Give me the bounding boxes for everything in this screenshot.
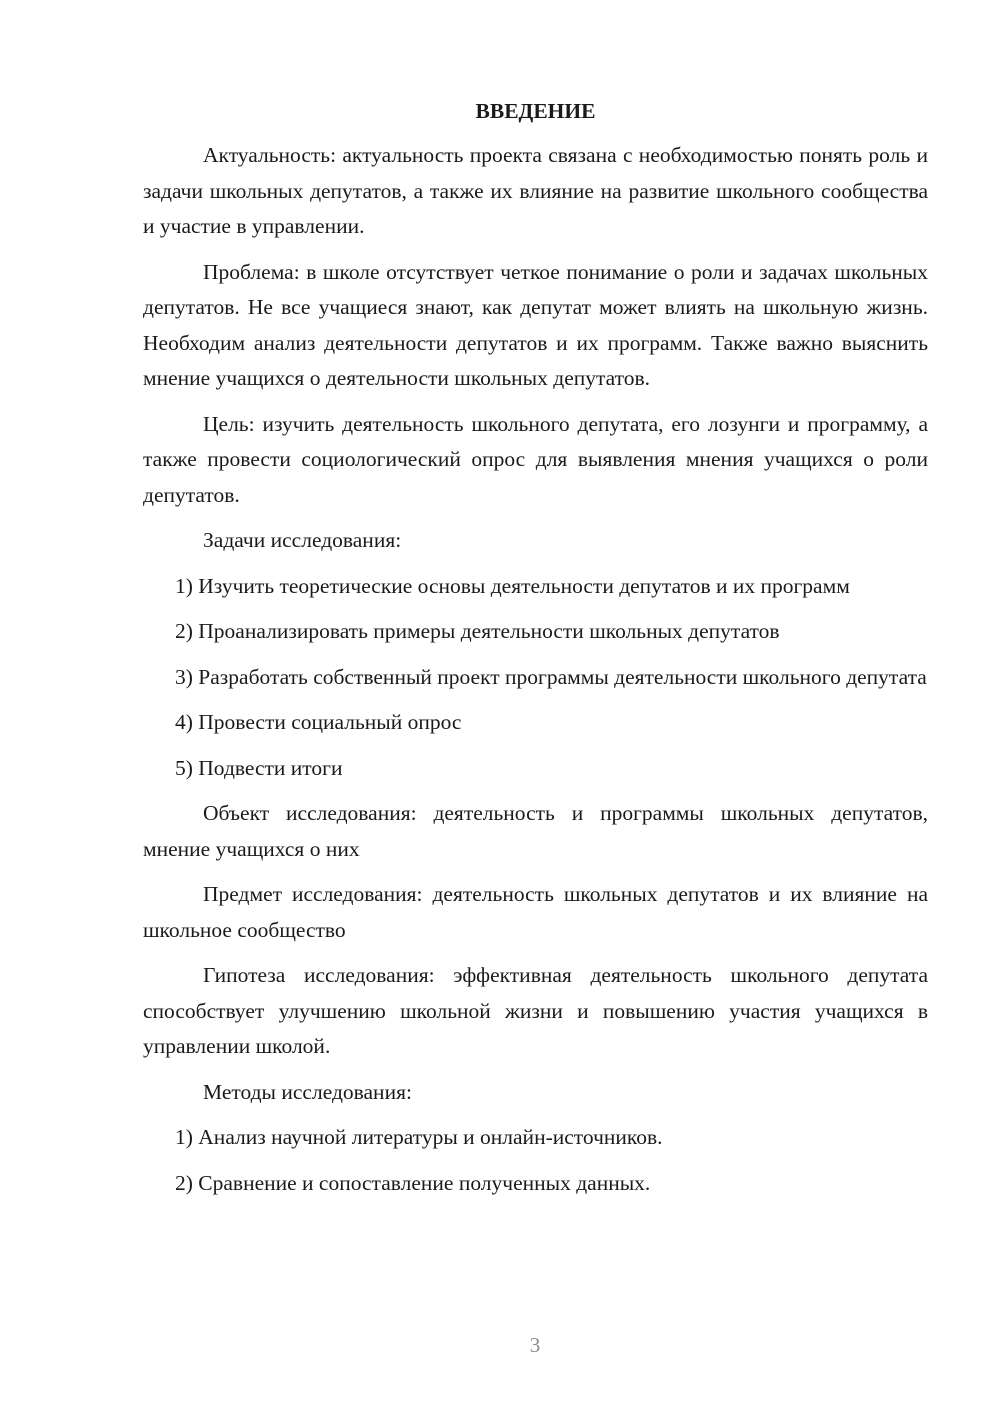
section-heading: ВВЕДЕНИЕ <box>475 99 596 123</box>
subject-paragraph: Предмет исследования: деятельность школьных депутатов и их влияние на школьное сообщество <box>143 882 928 942</box>
method-item: 1) Анализ научной литературы и онлайн-источников. <box>175 1125 663 1149</box>
task-item: 4) Провести социальный опрос <box>175 710 462 734</box>
relevance-paragraph: Актуальность: актуальность проекта связана с необходимостью понять роль и задачи школьных депутатов, а также их влияние на развитие школьного сообщества и участие в управлении. <box>143 143 928 238</box>
goal-paragraph: Цель: изучить деятельность школьного депутата, его лозунги и программу, а также провести социологический опрос для выявления мнения учащихся о роли депутатов. <box>143 411 928 507</box>
task-item: 2) Проанализировать примеры деятельности школьных депутатов <box>175 619 780 643</box>
task-item: 5) Подвести итоги <box>175 755 343 780</box>
tasks-title: Задачи исследования: <box>203 528 402 552</box>
hypothesis-paragraph: Гипотеза исследования: эффективная деятельность школьного депутата способствует улучшению школьной жизни и повышению участия учащихся в управлении школой. <box>143 963 928 1058</box>
task-item: 3) Разработать собственный проект программы деятельности школьного депутата <box>175 664 927 689</box>
page-number: 3 <box>529 1333 541 1357</box>
document-page <box>143 96 928 1211</box>
method-item: 2) Сравнение и сопоставление полученных данных. <box>175 1170 651 1195</box>
task-item: 1) Изучить теоретические основы деятельности депутатов и их программ <box>175 573 850 598</box>
methods-title: Методы исследования: <box>203 1079 412 1104</box>
problem-paragraph: Проблема: в школе отсутствует четкое понимание о роли и задачах школьных депутатов. Не все учащиеся знают, как депутат может влиять на школьную жизнь. Необходим анализ деятельности депутатов и их программ. Также важно выяснить мнение учащихся о деятельности школьных депутатов. <box>143 259 928 390</box>
object-paragraph: Объект исследования: деятельность и программы школьных депутатов, мнение учащихся о них <box>143 801 928 861</box>
